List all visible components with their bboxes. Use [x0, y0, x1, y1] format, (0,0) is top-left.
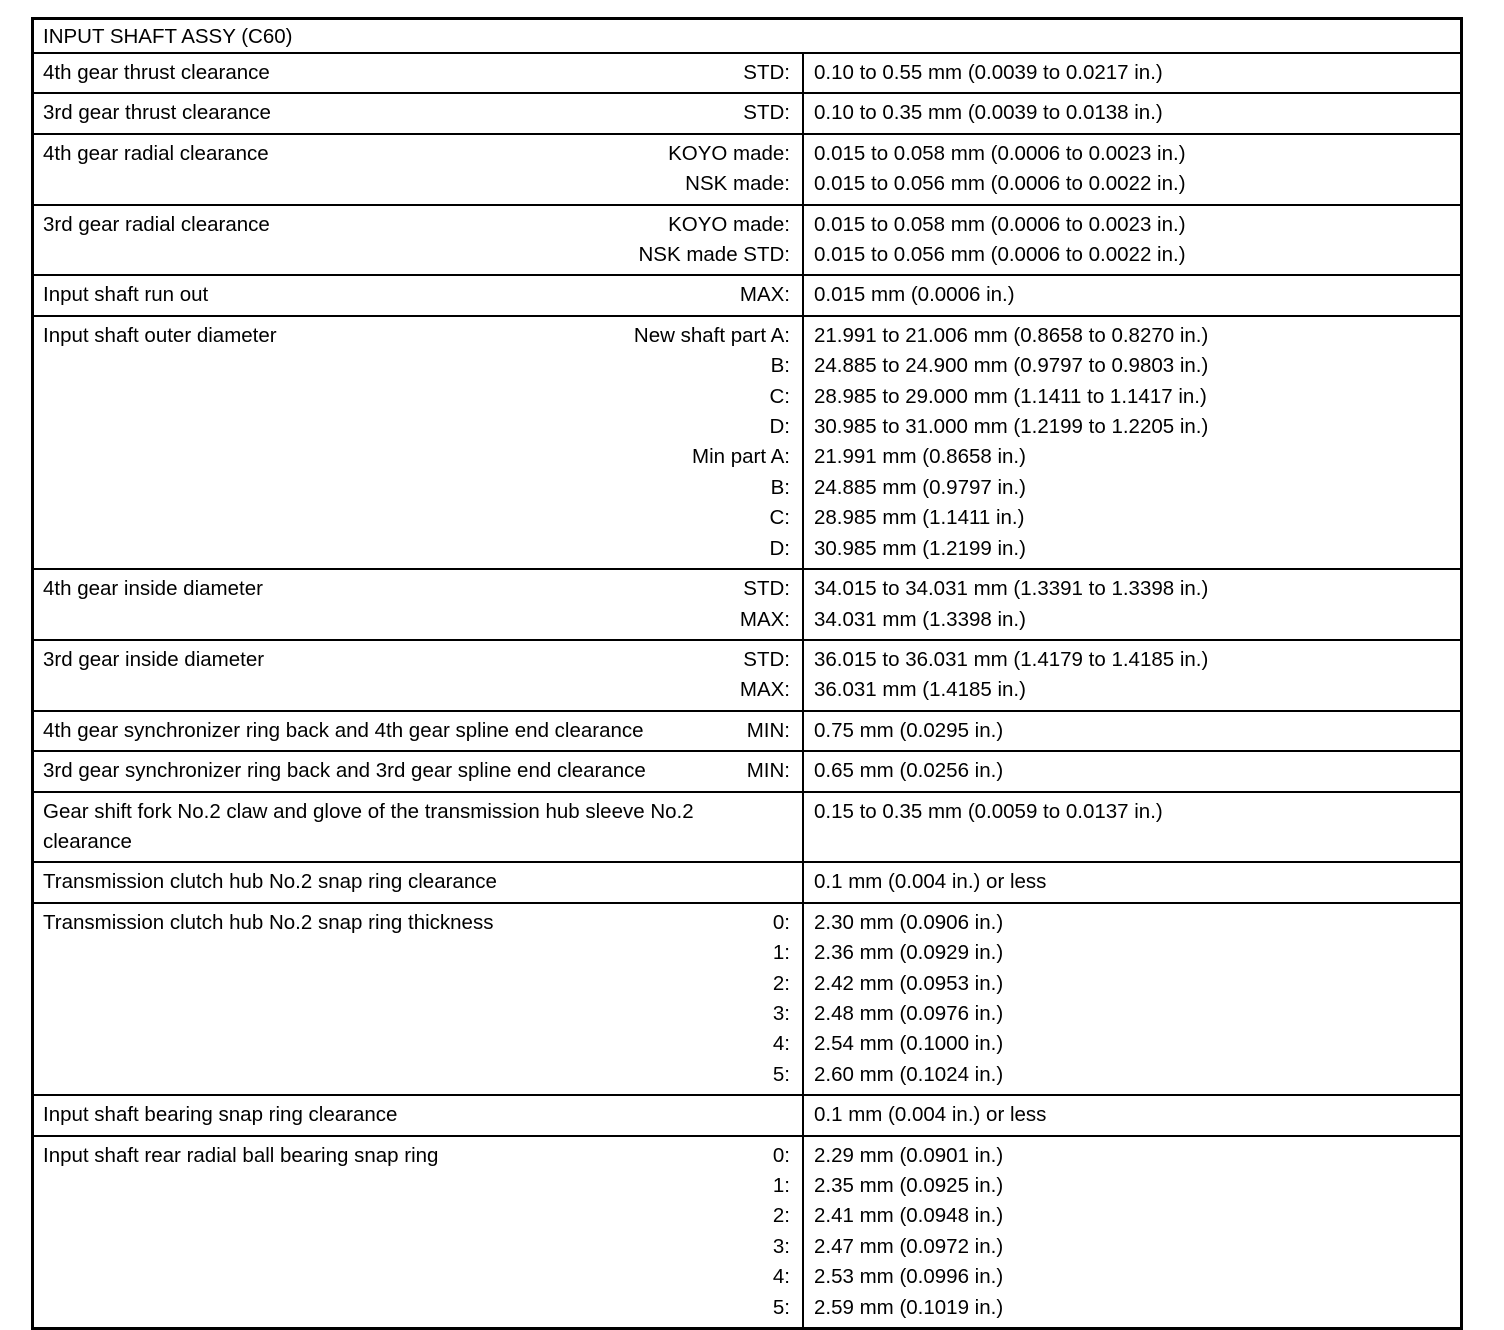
item-cell [34, 94, 804, 132]
spec-value: 0.1 mm (0.004 in.) or less [814, 870, 1047, 894]
value-cell [804, 904, 1460, 1094]
qualifier-label: NSK made: [685, 172, 790, 196]
table-row [34, 793, 1460, 864]
spec-value: 2.59 mm (0.1019 in.) [814, 1295, 1004, 1319]
spec-table [31, 17, 1463, 1330]
item-name: Gear shift fork No.2 claw and glove of the transmission hub sleeve No.2 clearance [43, 799, 694, 853]
qualifier-label: 5: [772, 1062, 790, 1086]
item-name: Input shaft bearing snap ring clearance [43, 1103, 398, 1127]
qualifier-list [780, 1100, 790, 1130]
item-cell [34, 1137, 804, 1327]
qualifier-label: 2: [772, 971, 790, 995]
item-cell [34, 276, 804, 314]
spec-value: 2.36 mm (0.0929 in.) [814, 941, 1004, 965]
table-row [34, 1096, 1460, 1136]
qualifier-list [763, 1141, 790, 1323]
qualifier-label: STD: [743, 61, 790, 84]
qualifier-label: STD: [743, 577, 790, 601]
qualifier-label: 4: [772, 1032, 790, 1056]
item-name: Transmission clutch hub No.2 snap ring thickness [43, 910, 494, 934]
qualifier-label: C: [769, 384, 790, 408]
qualifier-label: MAX: [739, 678, 790, 702]
value-cell [804, 94, 1460, 132]
spec-value: 0.015 to 0.058 mm (0.0006 to 0.0023 in.) [814, 212, 1186, 236]
table-title: INPUT SHAFT ASSY (C60) [34, 20, 1460, 54]
spec-value: 0.015 to 0.056 mm (0.0006 to 0.0022 in.) [814, 172, 1186, 196]
qualifier-list [780, 797, 790, 858]
item-cell [34, 54, 804, 92]
table-row [34, 54, 1460, 94]
qualifier-label: 4: [772, 1265, 790, 1289]
item-cell [34, 712, 804, 750]
qualifier-label: MIN: [746, 718, 790, 742]
qualifier-list [733, 98, 790, 128]
table-row [34, 863, 1460, 903]
qualifier-label: 0: [772, 910, 790, 934]
spec-value: 0.015 to 0.056 mm (0.0006 to 0.0022 in.) [814, 243, 1186, 267]
spec-value: 2.54 mm (0.1000 in.) [814, 1032, 1004, 1056]
qualifier-list [628, 210, 790, 271]
qualifier-list [737, 716, 790, 746]
table-row [34, 712, 1460, 752]
qualifier-label: 5: [772, 1295, 790, 1319]
value-cell [804, 752, 1460, 790]
table-body [34, 54, 1460, 1327]
spec-value: 30.985 mm (1.2199 in.) [814, 536, 1026, 560]
item-name: Transmission clutch hub No.2 snap ring clearance [43, 870, 497, 894]
item-cell [34, 752, 804, 790]
item-cell [34, 570, 804, 639]
table-row [34, 904, 1460, 1096]
spec-value: 36.015 to 36.031 mm (1.4179 to 1.4185 in.) [814, 647, 1209, 671]
item-name: 3rd gear radial clearance [43, 212, 270, 236]
value-cell [804, 317, 1460, 568]
qualifier-label: 2: [772, 1204, 790, 1228]
item-name: 4th gear synchronizer ring back and 4th gear spline end clearance [43, 718, 644, 742]
table-row [34, 206, 1460, 277]
item-name: 3rd gear inside diameter [43, 647, 265, 671]
spec-value: 0.10 to 0.35 mm (0.0039 to 0.0138 in.) [814, 101, 1163, 125]
value-cell [804, 570, 1460, 639]
table-row [34, 641, 1460, 712]
item-cell [34, 904, 804, 1094]
spec-value: 2.30 mm (0.0906 in.) [814, 910, 1004, 934]
qualifier-label: D: [769, 536, 790, 560]
item-cell [34, 135, 804, 204]
item-name: 4th gear inside diameter [43, 577, 263, 601]
qualifier-list [763, 908, 790, 1090]
qualifier-label: NSK made STD: [638, 243, 790, 267]
qualifier-label: STD: [743, 647, 790, 671]
item-name: 3rd gear thrust clearance [43, 101, 271, 125]
spec-value: 28.985 to 29.000 mm (1.1411 to 1.1417 in.) [814, 384, 1207, 408]
qualifier-label: B: [770, 475, 790, 499]
qualifier-list [658, 139, 790, 200]
table-row [34, 1137, 1460, 1327]
spec-value: 2.35 mm (0.0925 in.) [814, 1174, 1004, 1197]
value-cell [804, 54, 1460, 92]
spec-value: 24.885 mm (0.9797 in.) [814, 475, 1026, 499]
item-name: Input shaft outer diameter [43, 323, 277, 347]
spec-value: 2.41 mm (0.0948 in.) [814, 1204, 1004, 1228]
spec-value: 2.47 mm (0.0972 in.) [814, 1234, 1004, 1258]
value-cell [804, 793, 1460, 862]
table-row [34, 94, 1460, 134]
table-row [34, 752, 1460, 792]
table-row [34, 317, 1460, 570]
qualifier-label: MAX: [739, 283, 790, 307]
table-row [34, 570, 1460, 641]
value-cell [804, 135, 1460, 204]
item-name: Input shaft run out [43, 283, 209, 307]
spec-value: 2.60 mm (0.1024 in.) [814, 1062, 1004, 1086]
spec-value: 0.15 to 0.35 mm (0.0059 to 0.0137 in.) [814, 799, 1163, 823]
qualifier-label: C: [769, 506, 790, 530]
spec-value: 34.031 mm (1.3398 in.) [814, 607, 1026, 631]
spec-value: 24.885 to 24.900 mm (0.9797 to 0.9803 in.) [814, 354, 1209, 378]
item-cell [34, 1096, 804, 1134]
item-cell [34, 793, 804, 862]
table-row [34, 276, 1460, 316]
qualifier-label: 0: [772, 1143, 790, 1167]
qualifier-list [733, 58, 790, 88]
spec-value: 0.1 mm (0.004 in.) or less [814, 1103, 1047, 1127]
qualifier-list [730, 645, 790, 706]
item-cell [34, 206, 804, 275]
spec-value: 0.015 to 0.058 mm (0.0006 to 0.0023 in.) [814, 141, 1186, 165]
item-name: 3rd gear synchronizer ring back and 3rd gear spline end clearance [43, 759, 646, 783]
value-cell [804, 641, 1460, 710]
item-cell [34, 863, 804, 901]
table-row [34, 135, 1460, 206]
qualifier-label: MIN: [746, 759, 790, 783]
qualifier-label: 1: [772, 1174, 790, 1197]
item-name: 4th gear radial clearance [43, 141, 269, 165]
qualifier-label: D: [769, 415, 790, 439]
value-cell [804, 1137, 1460, 1327]
qualifier-label: 1: [772, 941, 790, 965]
qualifier-list [730, 574, 790, 635]
spec-value: 34.015 to 34.031 mm (1.3391 to 1.3398 in.) [814, 577, 1209, 601]
qualifier-label: STD: [743, 101, 790, 125]
qualifier-label: MAX: [739, 607, 790, 631]
qualifier-label: Min part A: [692, 445, 790, 469]
spec-value: 2.53 mm (0.0996 in.) [814, 1265, 1004, 1289]
qualifier-label: 3: [772, 1001, 790, 1025]
spec-value: 36.031 mm (1.4185 in.) [814, 678, 1026, 702]
spec-value: 2.48 mm (0.0976 in.) [814, 1001, 1004, 1025]
spec-value: 21.991 mm (0.8658 in.) [814, 445, 1026, 469]
spec-value: 0.65 mm (0.0256 in.) [814, 759, 1004, 783]
spec-value: 2.42 mm (0.0953 in.) [814, 971, 1004, 995]
spec-value: 28.985 mm (1.1411 in.) [814, 506, 1025, 530]
qualifier-list [737, 756, 790, 786]
qualifier-list [624, 321, 790, 564]
spec-value: 0.10 to 0.55 mm (0.0039 to 0.0217 in.) [814, 61, 1163, 84]
qualifier-list [730, 280, 790, 310]
spec-value: 0.75 mm (0.0295 in.) [814, 718, 1004, 742]
qualifier-label: KOYO made: [668, 141, 790, 165]
item-cell [34, 317, 804, 568]
spec-value: 0.015 mm (0.0006 in.) [814, 283, 1015, 307]
qualifier-label: 3: [772, 1234, 790, 1258]
item-cell [34, 641, 804, 710]
qualifier-label: KOYO made: [668, 212, 790, 236]
qualifier-label: New shaft part A: [633, 323, 790, 347]
spec-value: 21.991 to 21.006 mm (0.8658 to 0.8270 in.) [814, 323, 1209, 347]
value-cell [804, 1096, 1460, 1134]
value-cell [804, 863, 1460, 901]
qualifier-label: B: [770, 354, 790, 378]
value-cell [804, 712, 1460, 750]
value-cell [804, 206, 1460, 275]
value-cell [804, 276, 1460, 314]
spec-value: 30.985 to 31.000 mm (1.2199 to 1.2205 in.) [814, 415, 1209, 439]
item-name: 4th gear thrust clearance [43, 61, 270, 84]
item-name: Input shaft rear radial ball bearing snap ring [43, 1143, 439, 1167]
qualifier-list [780, 867, 790, 897]
spec-value: 2.29 mm (0.0901 in.) [814, 1143, 1004, 1167]
